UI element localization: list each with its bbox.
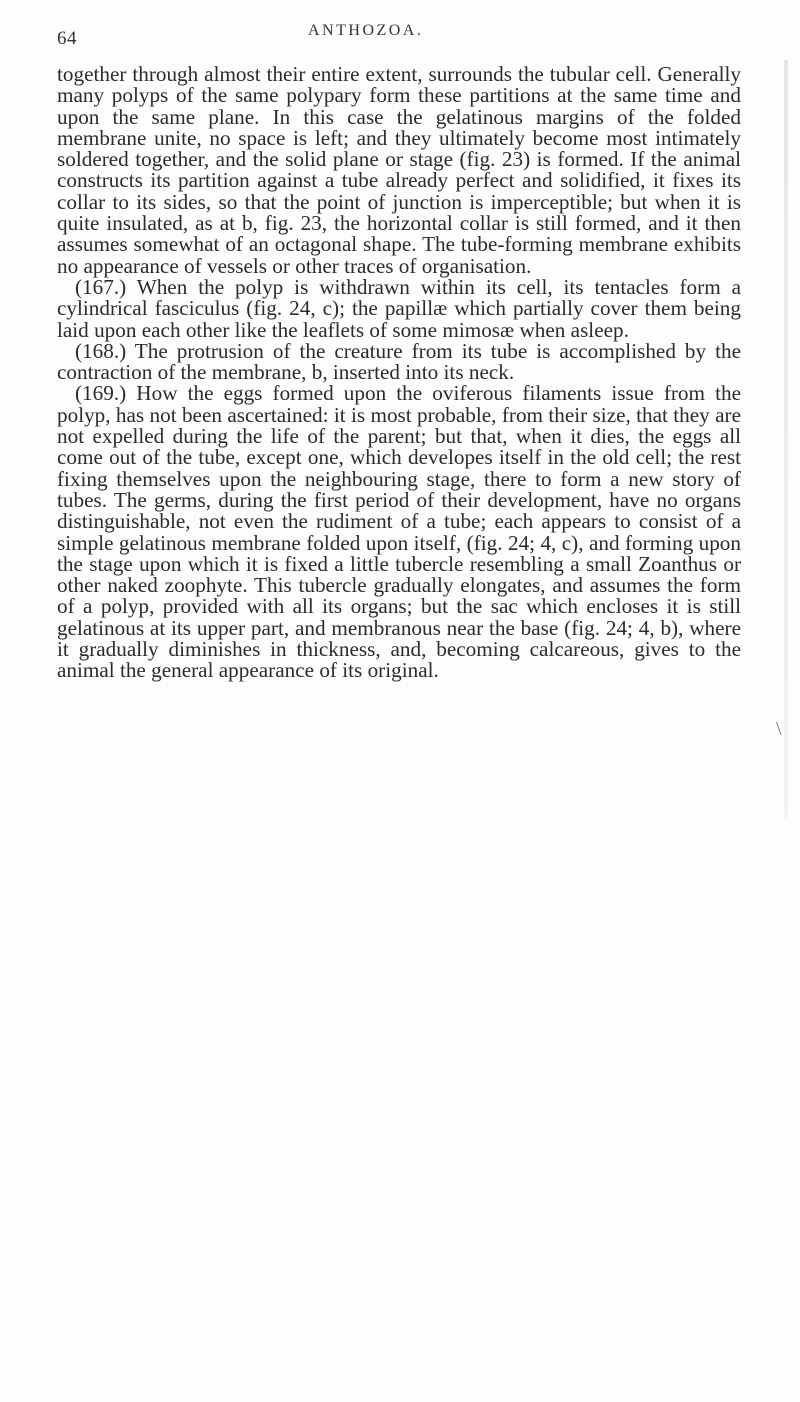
running-title: ANTHOZOA.: [308, 22, 424, 39]
paragraph-169: (169.) How the eggs formed upon the oviferous filaments issue from the polyp, has not been ascertained: it is most probable, from their size, that they are not expelled during the life of the parent; but that, when it dies, the eggs all come out of the tube, except one, which developes itself in the old cell; the rest fixing themselves upon the neighbouring stage, there to form a new story of tubes. The germs, during the first period of their development, have no organs distinguishable, not even the rudiment of a tube; each appears to consist of a simple gelatinous membrane folded upon itself, (fig. 24; 4, c), and forming upon the stage upon which it is fixed a little tubercle resembling a small Zoanthus or other naked zoophyte. This tubercle gradually elongates, and assumes the form of a polyp, provided with all its organs; but the sac which encloses it is still gelatinous at its upper part, and membranous near the base (fig. 24; 4, b), where it gradually diminishes in thickness, and, becoming calcareous, gives to the animal the general appearance of its original.: [57, 381, 741, 683]
margin-pencil-mark: \: [776, 718, 782, 740]
page-number: 64: [57, 28, 77, 49]
paragraph-168: (168.) The protrusion of the creature from its tube is accomplished by the contraction of the membrane, b, inserted into its neck.: [57, 338, 741, 385]
body-text: [57, 64, 741, 682]
page-edge-shadow: [784, 60, 788, 820]
paragraph-167: (167.) When the polyp is withdrawn within its cell, its tentacles form a cylindrical fasciculus (fig. 24, c); the papillæ which partially cover them being laid upon each other like the leaflets of some mimosæ when asleep.: [57, 274, 741, 342]
paragraph-continuation: together through almost their entire extent, surrounds the tubular cell. Generally many polyps of the same polypary form these partitions at the same time and upon the same plane. In this case the gelatinous margins of the folded membrane unite, no space is left; and they ultimately become most intimately soldered together, and the solid plane or stage (fig. 23) is formed. If the animal constructs its partition against a tube already perfect and solidified, it fixes its collar to its sides, so that the point of junction is imperceptible; but when it is quite insulated, as at b, fig. 23, the horizontal collar is still formed, and it then assumes somewhat of an octagonal shape. The tube-forming membrane exhibits no appearance of vessels or other traces of organisation.: [57, 62, 741, 278]
